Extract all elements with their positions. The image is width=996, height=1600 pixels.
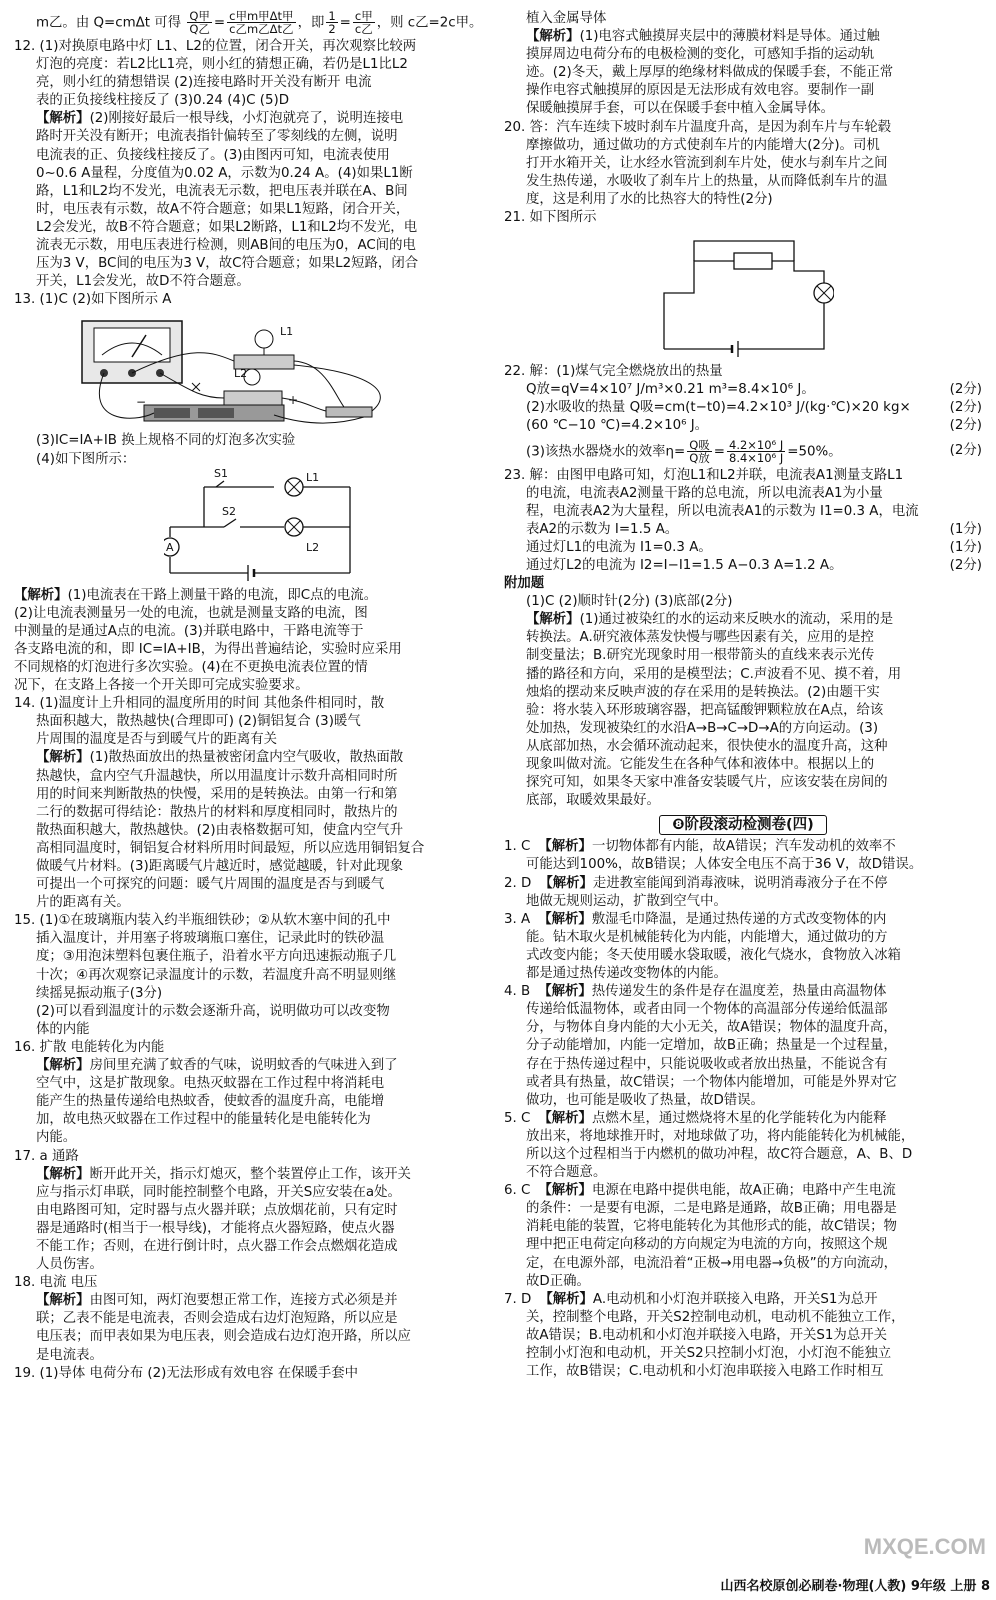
label-l1: L1 [280, 325, 294, 339]
label-s2: S2 [222, 504, 236, 518]
answer-line: (4)如下图所示： [36, 451, 136, 467]
score: (2分) [949, 400, 982, 416]
mc-item [504, 1110, 982, 1128]
analysis-line: 0~0.6 A量程，分度值为0.02 A，示数为0.24 A。(4)如果L1断 [36, 165, 413, 181]
analysis-text: 走进教室能闻到消毒液味，说明消毒液分子在不停 [592, 875, 888, 891]
q19 [14, 1365, 484, 1383]
mc-answer-list [504, 838, 982, 1381]
answer-line: (1)C (2)顺时针(2分) (3)底部(2分) [526, 594, 733, 610]
analysis-line: 操作电容式触摸屏的原因是无法形成有效电容。要制作一副 [526, 83, 875, 99]
mc-item [504, 875, 982, 893]
answer-line: 23. 解：由图甲电路可知，灯泡L1和L2并联，电流表A1测量支路L1 [504, 467, 904, 483]
formula-text: m乙。由 Q=cmΔt 可得 [36, 15, 182, 31]
analysis-text: 断开此开关，指示灯熄灭，整个装置停止工作，该开关 [89, 1166, 411, 1182]
analysis-text: 电源在电路中提供电能，故A正确；电路中产生电流 [591, 1183, 896, 1199]
mc-item [504, 1291, 982, 1309]
analysis-line: 式改变内能；冬天使用暖水袋取暖，液化气烧水，食物放入冰箱 [526, 947, 901, 963]
mc-answer: 4. B [504, 984, 531, 1000]
answer-row [504, 417, 982, 435]
q20 [504, 119, 982, 209]
frac-top: 4.2×10⁶ J [729, 437, 784, 452]
answer-text: =50%。 [787, 444, 842, 459]
answer-row [504, 539, 982, 557]
analysis-line [14, 1057, 484, 1075]
answer-line: 摩擦做功，通过做功的方式使刹车片的内能增大(2分)。司机 [526, 137, 880, 153]
analysis-text: A.电动机和小灯泡并联接入电路，开关S1为总开 [592, 1291, 878, 1307]
label-l1: L1 [306, 470, 320, 484]
answer-line: 13. (1)C (2)如下图所示 A [14, 292, 172, 308]
analysis-line: 高相同温度时，铜铝复合材料所用时间最短，所以应选用铜铝复合 [36, 840, 425, 856]
analysis-line: 摸屏周边电荷分布的电极检测的变化，可感知手指的运动轨 [526, 47, 875, 63]
section-title-text: ❽阶段滚动检测卷(四) [659, 815, 827, 835]
analysis-line: 空气中，这是扩散现象。电热灭蚊器在工作过程中将消耗电 [36, 1076, 385, 1092]
answer-line: 表的正负接线柱接反了 (3)0.24 (4)C (5)D [36, 93, 290, 109]
q18 [14, 1274, 484, 1364]
answer-line: 16. 扩散 电能转化为内能 [14, 1039, 165, 1055]
analysis-line [504, 611, 982, 629]
analysis-line: 烛焰的摆动来反映声波的存在采用的是转换法。(2)由题干实 [526, 684, 880, 700]
mc-answer: 5. C [504, 1110, 531, 1126]
q17 [14, 1148, 484, 1275]
analysis-line: 二行的数据可得结论：散热片的材料和厚度相同时，散热片的 [36, 804, 398, 820]
formula-text: ，即 [297, 15, 325, 31]
frac-q [187, 10, 212, 35]
analysis-line: 所以这个过程相当于内燃机的做功冲程，故C符合题意，A、B、D [526, 1146, 913, 1162]
frac-q [687, 439, 712, 464]
answer-line: 亮，则小红的猜想错误 (2)连接电路时开关没有断开 电流 [36, 75, 372, 91]
frac-c [227, 10, 295, 35]
analysis-line: 做功，也可能是吸收了热量，故D错误。 [526, 1092, 764, 1108]
q21-line: 21. 如下图所示 [504, 210, 597, 226]
frac-bottom: 8.4×10⁶ J [729, 450, 784, 465]
analysis-line: 的条件：一是要有电源，二是电路是通路，故B正确；用电器是 [526, 1201, 897, 1217]
analysis-line: 由电路图可知，定时器与点火器并联；点放烟花前，只有定时 [36, 1202, 398, 1218]
analysis-line: 可提出一个可探究的问题：暖气片周围的温度是否与到暖气 [36, 877, 385, 893]
analysis-line: 能产生的热量传递给电热蚊香，使蚊香的温度升高，电能增 [36, 1094, 385, 1110]
q21-circuit-figure [634, 231, 982, 359]
parallel-circuit-figure [164, 466, 484, 583]
analysis-line [14, 1166, 484, 1184]
analysis-line: 压为3 V，BC间的电压为3 V，故C符合题意；如果L2短路，闭合 [36, 256, 419, 272]
analysis-line: 路时开关没有断开；电流表指针偏转至了零刻线的左侧，说明 [36, 129, 398, 145]
score: (2分) [949, 382, 982, 398]
analysis-line: 流表无示数，用电压表进行检测，则AB间的电压为0，AC间的电 [36, 238, 416, 254]
analysis-line: 加，故电热灭蚊器在工作过程中的能量转化是电能转化为 [36, 1112, 371, 1128]
analysis-label: 【解析】 [36, 111, 90, 127]
top-formula: m乙。由 Q=cmΔt 可得 $\frac{\text{Q甲}}{\text{Q乙}}$ = $\frac{\text{c甲m甲Δt甲}}{\text{c乙m乙Δt乙}}$ ，即 $\frac{1}{2}$ = $\frac{\text{c甲}}{\text{c乙}}$ ，则 c乙=2c甲。 [36, 9, 483, 36]
mc-answer: 3. A [504, 911, 531, 927]
frac-values [727, 439, 785, 464]
analysis-line: L2会发光，故B不符合题意；如果L2断路，L1和L2均不发光，电 [36, 219, 418, 235]
analysis-line [504, 28, 982, 46]
answer-line: 发生热传递，水吸收了刹车片上的热量，从而降低刹车片的温 [526, 173, 888, 189]
label-minus: − [136, 395, 147, 410]
analysis-line: 转换法。A.研究液体蒸发快慢与哪些因素有关，应用的是控 [526, 630, 874, 646]
formula-text: = [339, 15, 351, 31]
answer-line: 15. (1)①在玻璃瓶内装入约半瓶细铁砂；②从软木塞中间的孔中 [14, 913, 391, 929]
analysis-text: 房间里充满了蚊香的气味，说明蚊香的气味进入到了 [89, 1058, 398, 1074]
frac-top: c甲 [354, 9, 373, 23]
analysis-text: 敷湿毛巾降温，是通过热传递的方式改变物体的内 [591, 911, 887, 927]
analysis-line: 理中把正电荷定向移动的方向规定为电流的方向，按照这个规 [526, 1237, 888, 1253]
analysis-line [14, 749, 484, 767]
mc-answer: 2. D [504, 875, 532, 891]
right-column [504, 10, 982, 1381]
answer-text: (2)水吸收的热量 Q吸=cm(t−t0)=4.2×10³ J/(kg·℃)×20 kg× [526, 400, 911, 416]
frac-top: 1 [328, 9, 336, 23]
mc-answer: 1. C [504, 839, 531, 855]
answer-row [504, 521, 982, 539]
answer-line: 体的内能 [36, 1021, 90, 1037]
analysis-label: 【解析】 [538, 911, 592, 927]
analysis-text: 由图可知，两灯泡要想正常工作，连接方式必须是并 [89, 1293, 398, 1309]
analysis-line: 中测量的是通过A点的电流。(3)并联电路中，干路电流等于 [14, 623, 364, 639]
analysis-line: 人员伤害。 [36, 1257, 103, 1273]
analysis-line: 制变量法；B.研究光现象时用一根带箭头的直线来表示光传 [526, 648, 875, 664]
q12 [14, 38, 484, 291]
extra-title: 附加题 [504, 576, 545, 592]
frac-top: Q吸 [689, 437, 710, 452]
mc-item [504, 1182, 982, 1200]
answer-line: 12. (1)对换原电路中灯 L1、L2的位置，闭合开关，再次观察比较两 [14, 39, 417, 54]
frac-bottom: 2 [328, 22, 336, 36]
analysis-line: 不符合题意。 [526, 1165, 607, 1181]
analysis-line: 电压表；而甲表如果为电压表，则会造成右边灯泡开路，所以应 [36, 1329, 411, 1345]
analysis-line: 联；乙表不能是电流表，否则会造成右边灯泡短路，所以应是 [36, 1311, 398, 1327]
analysis-label: 【解析】 [36, 1293, 90, 1309]
mc-item [504, 911, 982, 929]
analysis-line: 可能达到100%，故B错误；人体安全电压不高于36 V，故D错误。 [526, 857, 923, 873]
analysis-line: 消耗电能的装置，它将电能转化为其他形式的能，故C错误；物 [526, 1219, 897, 1235]
q15 [14, 912, 484, 1039]
section-title [504, 816, 982, 834]
answer-line: 度；③用泡沫塑料包裹住瓶子，沿着水平方向迅速振动瓶子几 [36, 949, 397, 965]
answer-text: 通过灯L1的电流为 I1=0.3 A。 [526, 539, 712, 555]
analysis-line: 做暖气片材料。(3)距离暖气片越近时，感觉越暖，针对此现象 [36, 859, 404, 874]
analysis-label: 【解析】 [14, 587, 68, 603]
analysis-line: 能。钻木取火是机械能转化为内能，内能增大，通过做功的方 [526, 929, 888, 945]
analysis-line: 定，在电源外部，电流沿着“正极→用电器→负极”的方向流动， [526, 1255, 898, 1271]
score: (2分) [949, 557, 982, 573]
analysis-text: (1)通过被染红的水的运动来反映水的流动，采用的是 [579, 612, 894, 628]
label-l2: L2 [306, 540, 320, 554]
analysis-line: 内能。 [36, 1130, 77, 1146]
analysis-label: 【解析】 [526, 29, 580, 45]
analysis-line: 故D正确。 [526, 1273, 590, 1289]
analysis-line: 时，电压表有示数，故A不符合题意；如果L1短路，闭合开关， [36, 201, 410, 217]
answer-line: 热面积越大，散热越快(合理即可) (2)铜铝复合 (3)暖气 [36, 714, 361, 730]
answer-text: (60 ℃−10 ℃)=4.2×10⁶ J。 [526, 418, 709, 434]
efficiency-formula: (3)该热水器烧水的效率η= $\frac{\text{Q吸}}{\text{Q放}}$ = $\frac{\text{4.2×10⁶ J}}{\text{8.4×10⁶ J}}$ =50%。 [526, 437, 842, 465]
answer-text: Q放=qV=4×10⁷ J/m³×0.21 m³=8.4×10⁶ J。 [526, 382, 815, 398]
analysis-line: 现象叫做对流。它能发生在各种气体和液体中。根据以上的 [526, 757, 875, 772]
answer-line: 的电流，电流表A2测量干路的总电流，所以电流表A1为小量 [526, 485, 883, 501]
answer-line: 灯泡的亮度：若L2比L1亮，则小红的猜想正确，若仍是L1比L2 [36, 57, 408, 73]
frac-bottom: c乙m乙Δt乙 [229, 22, 294, 36]
answer-line: 十次；④再次观察记录温度计的示数，若温度升高不明显则继 [36, 967, 397, 983]
frac-bottom: Q乙 [189, 22, 210, 36]
q22 [504, 363, 982, 463]
watermark: MXQE.COM [863, 1534, 986, 1559]
frac-r [353, 10, 375, 35]
analysis-text: (1)电容式触摸屏夹层中的薄膜材料是导体。通过触 [579, 29, 880, 45]
q23 [504, 467, 982, 576]
mc-item [504, 838, 982, 856]
answer-line: (3)IC=IA+IB 换上规格不同的灯泡多次实验 [36, 433, 296, 449]
formula-text: ，则 c乙=2c甲。 [376, 15, 483, 31]
analysis-line: 散热面积越大，散热越快。(2)由表格数据可知，使盒内空气升 [36, 822, 404, 838]
analysis-line: 播的路径和方向，采用的是模型法；C.声波看不见、摸不着，用 [526, 666, 902, 682]
analysis-line: 不能工作；否则，在进行倒计时，点火器工作会点燃烟花造成 [36, 1238, 398, 1254]
page-footer: 山西名校原创必刷卷·物理(人教) 9年级 上册 8 [720, 1579, 990, 1594]
answer-row [504, 399, 982, 417]
answer-row [504, 557, 982, 575]
q13 [14, 291, 484, 695]
analysis-text: 一切物体都有内能，故A错误；汽车发动机的效率不 [591, 839, 896, 855]
analysis-line: 不同规格的灯泡进行多次实验。(4)在不更换电流表位置的情 [14, 659, 368, 675]
frac-half [326, 10, 337, 35]
analysis-line: 片的距离有关。 [36, 895, 130, 911]
answer-line: 插入温度计，并用塞子将玻璃瓶口塞住，记录此时的铁砂温 [36, 931, 385, 947]
answer-line: (2)可以看到温度计的示数会逐渐升高，说明做功可以改变物 [36, 1003, 390, 1019]
analysis-line: 关，控制整个电路，开关S2控制电动机，电动机不能独立工作， [526, 1309, 905, 1325]
left-column [14, 10, 484, 1383]
analysis-line: 故A错误；B.电动机和小灯泡并联接入电路，开关S1为总开关 [526, 1327, 887, 1343]
analysis-line [14, 110, 484, 128]
analysis-label: 【解析】 [36, 750, 90, 766]
analysis-label: 【解析】 [36, 1166, 90, 1182]
answer-line: 22. 解：(1)煤气完全燃烧放出的热量 [504, 364, 723, 380]
score: (2分) [949, 442, 982, 458]
frac-top: Q甲 [189, 9, 210, 23]
answer-line: 19. (1)导体 电荷分布 (2)无法形成有效电容 在保暖手套中 [14, 1365, 359, 1381]
answer-line: 片周围的温度是否与到暖气片的距离有关 [36, 732, 278, 748]
analysis-line [14, 587, 484, 605]
score: (2分) [949, 418, 982, 434]
mc-answer: 6. C [504, 1183, 531, 1199]
analysis-label: 【解析】 [36, 1058, 90, 1074]
answer-line: 程，电流表A2为大量程，所以电流表A1的示数为 I1=0.3 A，电流 [526, 503, 919, 519]
analysis-line: 控制小灯泡和电动机，开关S2只控制小灯泡，小灯泡不能独立 [526, 1346, 892, 1361]
analysis-line: 验：将水装入环形玻璃容器，把高锰酸钾颗粒放在A点，给该 [526, 702, 884, 718]
mc-item [504, 983, 982, 1001]
q14 [14, 695, 484, 912]
analysis-line: 保暖触摸屏手套，可以在保暖手套中植入金属导体。 [526, 101, 834, 117]
analysis-label: 【解析】 [538, 1183, 592, 1199]
analysis-line: 底部，取暖效果最好。 [526, 793, 660, 809]
analysis-line: 器是通路时(相当于一根导线)，才能将点火器短路，使点火器 [36, 1220, 395, 1236]
analysis-text: 点燃木星，通过燃烧将木星的化学能转化为内能释 [591, 1110, 887, 1126]
analysis-line: 处加热，发现被染红的水沿A→B→C→D→A的方向运动。(3) [526, 720, 879, 736]
analysis-line: 迹。(2)冬天，戴上厚厚的绝缘材料做成的保暖手套，不能正常 [526, 65, 894, 81]
analysis-line: 传递给低温物体，或者由同一个物体的高温部分传递给低温部 [526, 1002, 888, 1018]
analysis-text: (1)电流表在干路上测量干路的电流，即C点的电流。 [67, 587, 378, 603]
answer-text: 表A2的示数为 I=1.5 A。 [526, 521, 679, 537]
analysis-line: 热越快，盒内空气升温越快，所以用温度计示数升高相同时所 [36, 768, 398, 784]
analysis-line: 放出来，将地球推开时，对地球做了功，将内能能转化为机械能， [526, 1128, 915, 1144]
analysis-line: 应与指示灯串联，同时能控制整个电路，开关S应安装在a处。 [36, 1184, 401, 1200]
mc-answer: 7. D [504, 1291, 532, 1307]
frac-bottom: c乙 [354, 22, 373, 36]
q16 [14, 1039, 484, 1148]
answer-line: 18. 电流 电压 [14, 1275, 98, 1291]
analysis-line: 探究可知，如果冬天家中准备安装暖气片，应该安装在房间的 [526, 775, 888, 791]
analysis-line: 况下，在支路上各接一个开关即可完成实验要求。 [14, 678, 309, 694]
answer-row [504, 381, 982, 399]
answer-row [504, 439, 982, 464]
answer-line: 14. (1)温度计上升相同的温度所用的时间 其他条件相同时，散 [14, 696, 385, 712]
analysis-line: 各支路电流的和，即 IC=IA+IB，为得出普遍结论，实验时应采用 [14, 641, 402, 657]
analysis-line: 从底部加热，水会循环流动起来，很快使水的温度升高，这种 [526, 738, 888, 754]
analysis-line [14, 1292, 484, 1310]
score: (1分) [949, 539, 982, 555]
analysis-line: (2)让电流表测量另一处的电流，也就是测量支路的电流，图 [14, 605, 368, 621]
analysis-line: 路，L1和L2均不发光，电流表无示数，把电压表并联在A、B间 [36, 183, 408, 199]
analysis-text: (1)散热面放出的热量被密闭盒内空气吸收，散热面散 [89, 750, 404, 766]
analysis-label: 【解析】 [538, 839, 592, 855]
analysis-line: 都是通过热传递改变物体的内能。 [526, 966, 727, 982]
analysis-line: 或者具有热量，故C错误；一个物体内能增加，可能是外界对它 [526, 1074, 897, 1090]
answer-text: 通过灯L2的电流为 I2=I−I1=1.5 A−0.3 A=1.2 A。 [526, 557, 843, 573]
analysis-line: 用的时间来判断散热的快慢，采用的是转换法。由第一行和第 [36, 786, 398, 802]
frac-top: c甲m甲Δt甲 [229, 9, 294, 23]
meter-wiring-figure [74, 313, 484, 428]
analysis-text: 热传递发生的条件是存在温度差，热量由高温物体 [591, 984, 887, 1000]
label-s1: S1 [214, 466, 228, 480]
answer-line: 20. 答：汽车连续下坡时刹车片温度升高，是因为刹车片与车轮毂 [504, 119, 892, 135]
label-l2: L2 [234, 367, 248, 381]
analysis-line: 分子动能增加，内能一定增加，故B正确；热量是一个过程量， [526, 1038, 897, 1054]
answer-line: 度，这是利用了水的比热容大的特性(2分) [526, 191, 773, 207]
analysis-line: 开关，L1会发光，故D不符合题意。 [36, 274, 250, 290]
answer-line: 打开水箱开关，让水经水管流到刹车片处，使水与刹车片之间 [526, 155, 888, 171]
analysis-line: 存在于热传递过程中，只能说吸收或者放出热量，不能说含有 [526, 1056, 888, 1072]
analysis-line: 是电流表。 [36, 1347, 103, 1363]
answer-line: 续摇晃振动瓶子(3分) [36, 985, 163, 1001]
analysis-label: 【解析】 [538, 984, 592, 1000]
frac-bottom: Q放 [689, 450, 710, 465]
analysis-text: (2)刚接好最后一根导线，小灯泡就亮了，说明连接电 [89, 111, 404, 127]
analysis-label: 【解析】 [539, 875, 593, 891]
analysis-label: 【解析】 [538, 1110, 592, 1126]
analysis-line: 工作，故B错误；C.电动机和小灯泡串联接入电路工作时相互 [526, 1364, 884, 1380]
analysis-label: 【解析】 [526, 612, 580, 628]
answer-line: 植入金属导体 [526, 11, 607, 26]
analysis-label: 【解析】 [539, 1291, 593, 1307]
analysis-line: 地做无规则运动，扩散到空气中。 [526, 893, 727, 909]
answer-text: (3)该热水器烧水的效率η= [526, 444, 686, 459]
extra-question [504, 575, 982, 810]
label-ammeter: A [166, 540, 174, 554]
score: (1分) [949, 521, 982, 537]
analysis-line: 电流表的正、负接线柱接反了。(3)由图丙可知，电流表使用 [36, 147, 390, 163]
answer-line: 17. a 通路 [14, 1148, 79, 1164]
label-plus: + [288, 393, 299, 408]
analysis-line: 分，与物体自身内能的大小无关，故A错误；物体的温度升高， [526, 1020, 897, 1036]
